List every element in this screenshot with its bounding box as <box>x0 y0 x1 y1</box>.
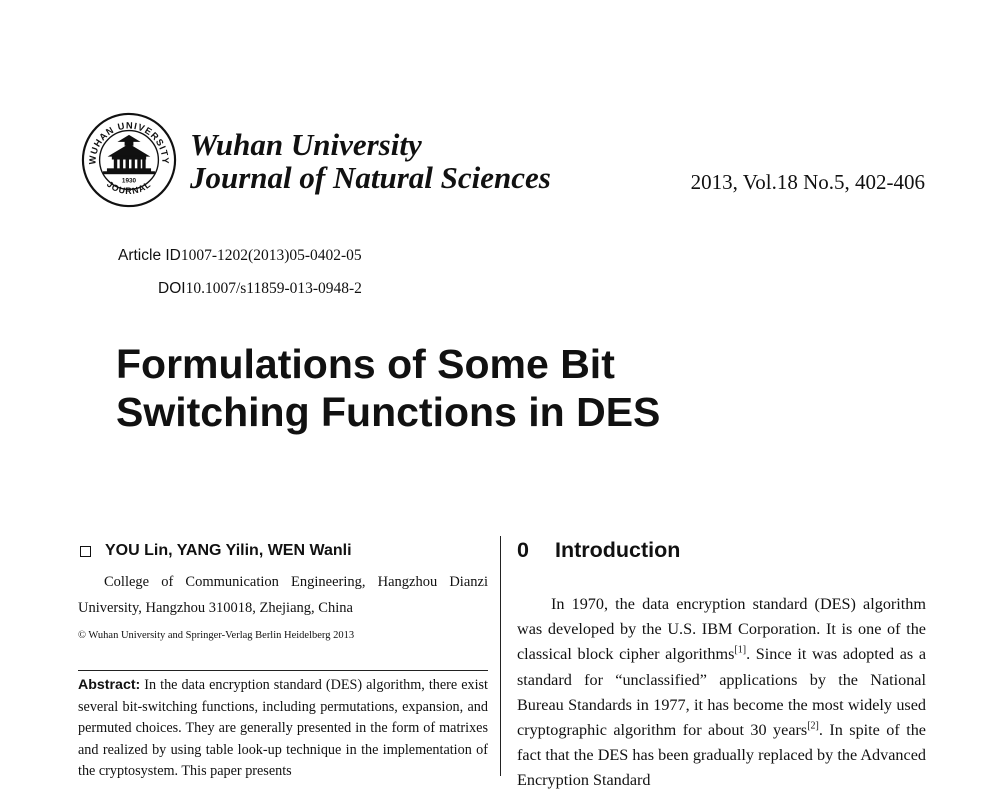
article-id-row <box>118 246 362 266</box>
journal-name-line1: Wuhan University <box>190 127 422 162</box>
svg-text:JOURNAL: JOURNAL <box>105 178 153 197</box>
title-line2: Switching Functions in DES <box>116 389 661 435</box>
square-bullet-icon <box>80 546 91 557</box>
intro-text-1: In 1970, the data encryption standard (DES) algorithm was developed by the U.S. IBM Corporation. It is one of the classical block cipher algorithms <box>517 595 926 664</box>
article-title <box>116 340 660 436</box>
section-title: Introduction <box>555 538 681 562</box>
journal-seal-logo <box>80 111 178 209</box>
doi-label: DOI <box>158 280 186 297</box>
abstract-label: Abstract: <box>78 677 141 693</box>
intro-text-2: . Since it was adopted as a standard for “unclassified” applications by the National Bureau Standards in 1977, it has become the most widely used cryptographic algorithm for about 30 years <box>517 645 927 740</box>
journal-citation: 2013, Vol.18 No.5, 402-406 <box>690 170 925 194</box>
copyright-notice: © Wuhan University and Springer-Verlag Berlin Heidelberg 2013 <box>78 630 355 641</box>
author-affiliation: College of Communication Engineering, Hangzhou Dianzi University, Hangzhou 310018, Zhejiang, China <box>78 574 488 616</box>
abstract-divider <box>78 670 488 671</box>
journal-name-line2: Journal of Natural Sciences <box>190 160 551 195</box>
doi-row <box>158 279 362 299</box>
citation-ref-2[interactable]: [2] <box>807 720 819 732</box>
introduction-paragraph <box>517 592 926 794</box>
title-line1: Formulations of Some Bit <box>116 341 615 387</box>
column-divider <box>500 536 501 776</box>
author-names: YOU Lin, YANG Yilin, WEN Wanli <box>105 542 352 559</box>
author-line <box>80 541 352 561</box>
article-id-value: 1007-1202(2013)05-0402-05 <box>180 247 362 264</box>
abstract-text: In the data encryption standard (DES) algorithm, there exist several bit-switching functions, including permutations, expansion, and permuted choices. They are generally presented in the form of matrixes and realized by using table look-up technique in the implementation of the cryptosystem. This paper presents <box>78 677 488 779</box>
abstract <box>78 675 488 783</box>
svg-text:WUHAN UNIVERSITY: WUHAN UNIVERSITY <box>87 120 171 165</box>
svg-text:1930: 1930 <box>121 177 137 185</box>
citation-ref-1[interactable]: [1] <box>734 645 747 657</box>
intro-text-3: . In spite of the fact that the DES has been gradually replaced by the Advanced Encryption Standard <box>517 721 926 790</box>
section-heading-introduction <box>517 537 680 563</box>
doi-value: 10.1007/s11859-013-0948-2 <box>185 280 362 297</box>
article-id-label: Article ID <box>118 247 181 264</box>
section-number: 0 <box>517 538 529 562</box>
